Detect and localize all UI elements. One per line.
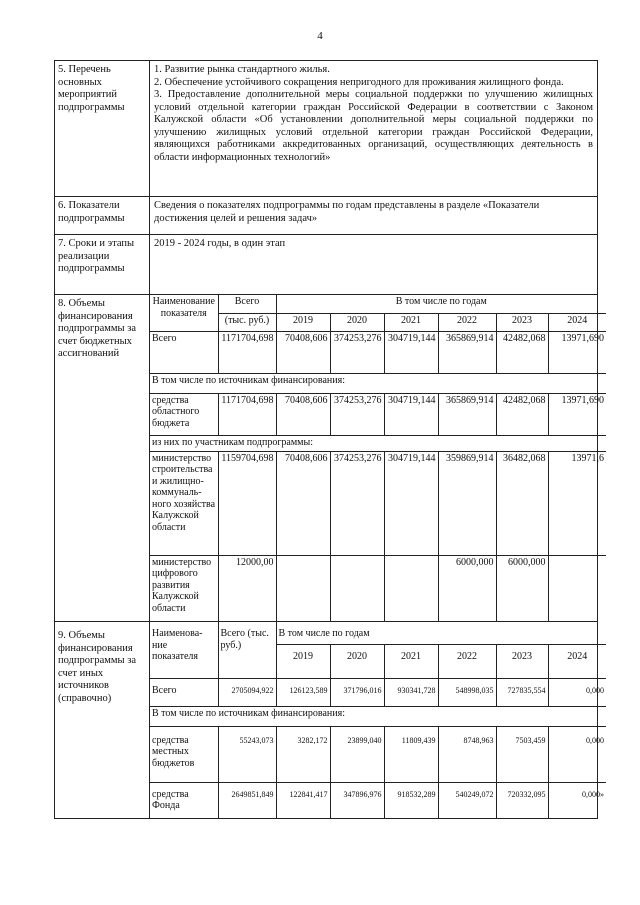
- r9-fund-name: средства Фонда: [150, 782, 218, 818]
- table-cell: 42482,068: [496, 331, 548, 373]
- table-cell: 0,000: [548, 726, 606, 782]
- table-cell: 13971,690: [548, 331, 606, 373]
- table-cell: 11809,439: [384, 726, 438, 782]
- table-cell: 6000,000: [496, 555, 548, 621]
- r5-item-3: 3. Предоставление дополнительной меры социальной поддержки по улучшению жилищных условий отдельной категории граждан Российской Федерации в соответствии с Законом Калужской области «Об установлении дополнительной меры социальной поддержки по улучшению жилищных условий отдельной категории граждан Российской Федерации, являющихся работниками аккредитованных организаций, осуществляющих деятельность в области информационных технологий»: [154, 89, 593, 163]
- r9-year: 2019: [276, 644, 330, 678]
- table-cell: 365869,914: [438, 393, 496, 435]
- r9-fund-total: 2649851,849: [218, 782, 276, 818]
- r9-header-years: В том числе по годам: [276, 622, 606, 644]
- table-cell: 371796,016: [330, 678, 384, 706]
- table-cell: 7503,459: [496, 726, 548, 782]
- table-cell: 347896,976: [330, 782, 384, 818]
- table-cell: 126123,589: [276, 678, 330, 706]
- table-row: [150, 726, 606, 782]
- table-cell: 70408,606: [276, 331, 330, 373]
- r8-ministry-construction-name: министерство строительства и жилищно-коммуналь-ного хозяйства Калужской области: [150, 451, 218, 555]
- table-cell: 36482,068: [496, 451, 548, 555]
- passport-table: [54, 60, 605, 819]
- table-cell: 304719,144: [384, 331, 438, 373]
- r8-year: 2021: [384, 313, 438, 331]
- other-sources-financing-table: [150, 622, 606, 818]
- r8-header-name: Наименование показателя: [150, 295, 218, 331]
- table-row: [150, 782, 606, 818]
- r8-header-years: В том числе по годам: [276, 295, 606, 313]
- r8-year: 2019: [276, 313, 330, 331]
- r8-header-total-2: (тыс. руб.): [218, 313, 276, 331]
- table-cell: 359869,914: [438, 451, 496, 555]
- table-cell: 548998,035: [438, 678, 496, 706]
- table-cell: 374253,276: [330, 393, 384, 435]
- r5-item-2: 2. Обеспечение устойчивого сокращения непригодного для проживания жилищного фонда.: [154, 76, 564, 88]
- table-cell: 70408,606: [276, 451, 330, 555]
- table-cell: 122841,417: [276, 782, 330, 818]
- r8-regional-name: средства областного бюджета: [150, 393, 218, 435]
- row-7: [55, 235, 598, 295]
- table-cell: 304719,144: [384, 451, 438, 555]
- r8-year: 2022: [438, 313, 496, 331]
- r8-ministry-digital-total: 12000,00: [218, 555, 276, 621]
- table-cell: 3282,172: [276, 726, 330, 782]
- table-row: [150, 555, 606, 621]
- table-cell: 8748,963: [438, 726, 496, 782]
- table-cell: 13971,6: [548, 451, 606, 555]
- r8-ministry-digital-name: министерство цифрового развития Калужской области: [150, 555, 218, 621]
- row-5: [55, 61, 598, 197]
- row-5-label: 5. Перечень основных мероприятий подпрограммы: [55, 61, 150, 197]
- r9-total-sum: 2705094,922: [218, 678, 276, 706]
- table-cell: 0,000: [548, 678, 606, 706]
- table-cell: 42482,068: [496, 393, 548, 435]
- row-8-content: [150, 295, 605, 622]
- r9-total-name: Всего: [150, 678, 218, 706]
- table-cell: 6000,000: [438, 555, 496, 621]
- r8-header-total-1: Всего: [218, 295, 276, 313]
- r9-header-name: Наименова-ние показателя: [150, 622, 218, 678]
- row-8: [55, 295, 598, 622]
- r5-item-1: 1. Развитие рынка стандартного жилья.: [154, 64, 330, 75]
- r8-total-sum: 1171704,698: [218, 331, 276, 373]
- r9-header-total: Всего (тыс. руб.): [218, 622, 276, 678]
- table-cell: 70408,606: [276, 393, 330, 435]
- table-cell: 918532,289: [384, 782, 438, 818]
- r8-year: 2024: [548, 313, 606, 331]
- row-6-content: Сведения о показателях подпрограммы по годам представлены в разделе «Показатели достижения целей и решения задач»: [150, 197, 598, 235]
- table-cell: [330, 555, 384, 621]
- table-row: [150, 451, 606, 555]
- table-cell: [548, 555, 606, 621]
- row-7-content: 2019 - 2024 годы, в один этап: [150, 235, 598, 295]
- row-9: [55, 622, 598, 819]
- table-row: [150, 331, 606, 373]
- r9-local-total: 55243,073: [218, 726, 276, 782]
- r8-total-name: Всего: [150, 331, 218, 373]
- table-row: [150, 678, 606, 706]
- table-cell: 23899,040: [330, 726, 384, 782]
- r8-year: 2020: [330, 313, 384, 331]
- r9-year: 2022: [438, 644, 496, 678]
- table-cell: [384, 555, 438, 621]
- table-cell: 727835,554: [496, 678, 548, 706]
- budget-financing-table: [150, 295, 606, 621]
- table-cell: [276, 555, 330, 621]
- r9-year: 2024: [548, 644, 606, 678]
- table-cell: 720332,095: [496, 782, 548, 818]
- table-cell: 540249,072: [438, 782, 496, 818]
- row-9-label: 9. Объемы финансирования подпрограммы за счет иных источников (справочно): [55, 622, 150, 819]
- table-cell: 13971,690: [548, 393, 606, 435]
- table-cell: 374253,276: [330, 451, 384, 555]
- r8-regional-total: 1171704,698: [218, 393, 276, 435]
- row-5-content: [150, 61, 598, 197]
- table-cell: 0,000»: [548, 782, 606, 818]
- r9-sources-header: В том числе по источникам финансирования:: [150, 706, 606, 726]
- table-cell: 365869,914: [438, 331, 496, 373]
- row-6-label: 6. Показатели подпрограммы: [55, 197, 150, 235]
- r9-year: 2021: [384, 644, 438, 678]
- r8-participants-header: из них по участникам подпрограммы:: [150, 435, 606, 451]
- row-8-label: 8. Объемы финансирования подпрограммы за счет бюджетных ассигнований: [55, 295, 150, 622]
- page-number: 4: [317, 30, 323, 42]
- r8-ministry-construction-total: 1159704,698: [218, 451, 276, 555]
- table-cell: 304719,144: [384, 393, 438, 435]
- table-row: [150, 393, 606, 435]
- row-7-label: 7. Сроки и этапы реализации подпрограммы: [55, 235, 150, 295]
- r9-local-name: средства местных бюджетов: [150, 726, 218, 782]
- r9-year: 2023: [496, 644, 548, 678]
- r8-sources-header: В том числе по источникам финансирования:: [150, 373, 606, 393]
- row-9-content: [150, 622, 605, 819]
- table-cell: 930341,728: [384, 678, 438, 706]
- r9-year: 2020: [330, 644, 384, 678]
- table-cell: 374253,276: [330, 331, 384, 373]
- r8-year: 2023: [496, 313, 548, 331]
- row-6: [55, 197, 598, 235]
